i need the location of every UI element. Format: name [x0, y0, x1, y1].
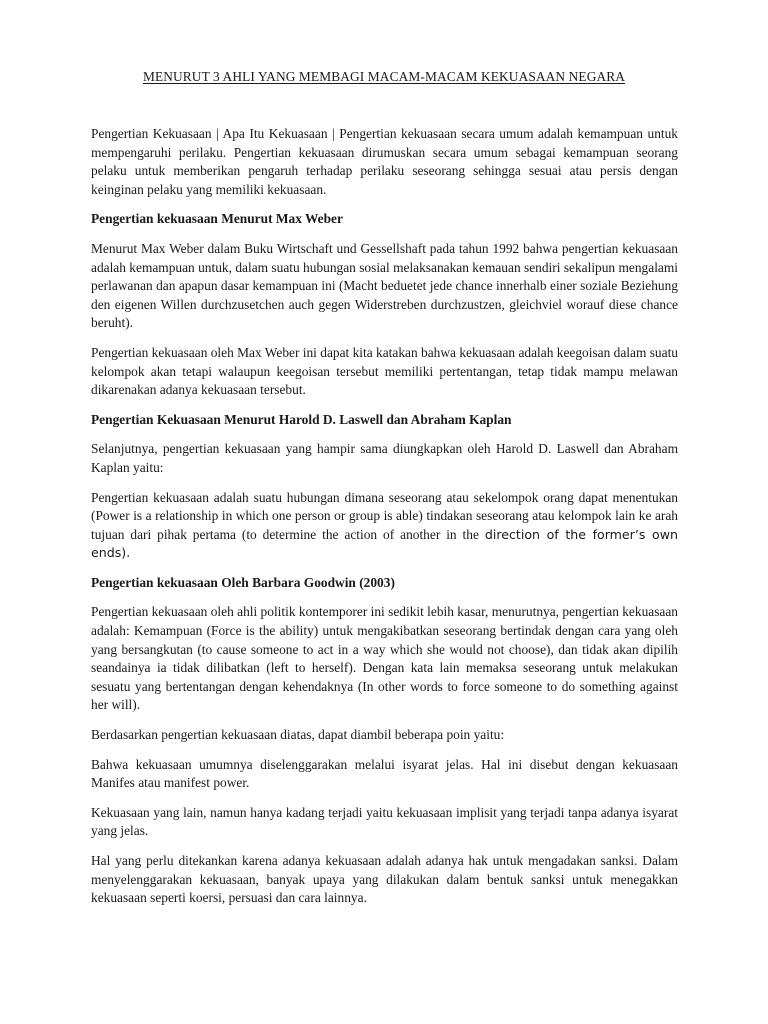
- section-heading-laswell: Pengertian Kekuasaan Menurut Harold D. Laswell dan Abraham Kaplan: [91, 411, 512, 427]
- laswell-paragraph-2-tail: direction of the former’s own ends).: [91, 526, 678, 561]
- document-body: [91, 125, 678, 919]
- conclusion-paragraph-2: Bahwa kekuasaan umumnya diselenggarakan melalui isyarat jelas. Hal ini disebut dengan kekuasaan Manifes atau manifest power.: [91, 756, 678, 791]
- laswell-paragraph-1: Selanjutnya, pengertian kekuasaan yang hampir sama diungkapkan oleh Harold D. Laswell dan Abraham Kaplan yaitu:: [91, 441, 678, 475]
- conclusion-paragraph-4: Hal yang perlu ditekankan karena adanya kekuasaan adalah adanya hak untuk mengadakan sanksi. Dalam menyelenggarakan kekuasaan, banyak upaya yang dilakukan dalam bentuk sanksi untuk menegakkan kekuasaan seperti koersi, persuasi dan cara lainnya.: [91, 853, 678, 906]
- page-title: MENURUT 3 AHLI YANG MEMBAGI MACAM-MACAM KEKUASAAN NEGARA: [142, 69, 626, 84]
- weber-paragraph-1: Menurut Max Weber dalam Buku Wirtschaft und Gessellshaft pada tahun 1992 bahwa pengertian kekuasaan adalah kemampuan untuk, dalam suatu hubungan sosial melaksanakan kemauan sendiri sekalipun mengalami perlawanan dan apapun dasar kemampuan ini (Macht beduetet jede chance innerhalb einer soziale Beziehung den eigenen Willen durchzusetchen auch gegen Widerstreben durchzustzen, gleichviel worauf diese chance beruht).: [91, 240, 678, 331]
- intro-paragraph: Pengertian Kekuasaan | Apa Itu Kekuasaan | Pengertian kekuasaan secara umum adalah kemampuan untuk mempengaruhi perilaku. Pengertian kekuasaan dirumuskan secara umum sebagai kemampuan seorang pelaku untuk memberikan pengaruh terhadap perilaku seseorang sehingga sesuai atau persis dengan keinginan pelaku yang memiliki kekuasaan.: [91, 126, 678, 197]
- section-heading-weber: Pengertian kekuasaan Menurut Max Weber: [91, 211, 343, 227]
- laswell-paragraph-2: [91, 489, 678, 563]
- goodwin-paragraph-1: Pengertian kekuasaan oleh ahli politik kontemporer ini sedikit lebih kasar, menurutnya, pengertian kekuasaan adalah: Kemampuan (Force is the ability) untuk mengakibatkan seseorang bertindak dengan cara yang oleh yang bersangkutan (to cause someone to act in a way which she would not choose), dan tidak akan dipilih seandainya ia tidak dilibatkan (left to herself). Dengan kata lain memaksa seseorang untuk melakukan sesuatu yang bertentangan dengan kehendaknya (In other words to force someone to do something against her will).: [91, 604, 678, 713]
- conclusion-paragraph-1: Berdasarkan pengertian kekuasaan diatas, dapat diambil beberapa poin yaitu:: [91, 727, 505, 743]
- laswell-paragraph-2-main: Pengertian kekuasaan adalah suatu hubungan dimana seseorang atau sekelompok orang dapat menentukan (Power is a relationship in which one person or group is able) tindakan seseorang atau kelompok lain ke arah tujuan dari pihak pertama (to determine the action of another in the: [91, 489, 678, 542]
- section-heading-goodwin: Pengertian kekuasaan Oleh Barbara Goodwin (2003): [91, 574, 395, 590]
- weber-paragraph-2: Pengertian kekuasaan oleh Max Weber ini dapat kita katakan bahwa kekuasaan adalah keegoisan dalam suatu kelompok akan tetapi walaupun keegoisan tersebut memiliki pertentangan, tetap tidak mampu melawan dikarenakan adanya kekuasaan tersebut.: [91, 344, 678, 398]
- conclusion-paragraph-3: Kekuasaan yang lain, namun hanya kadang terjadi yaitu kekuasaan implisit yang terjadi tanpa adanya isyarat yang jelas.: [91, 804, 678, 839]
